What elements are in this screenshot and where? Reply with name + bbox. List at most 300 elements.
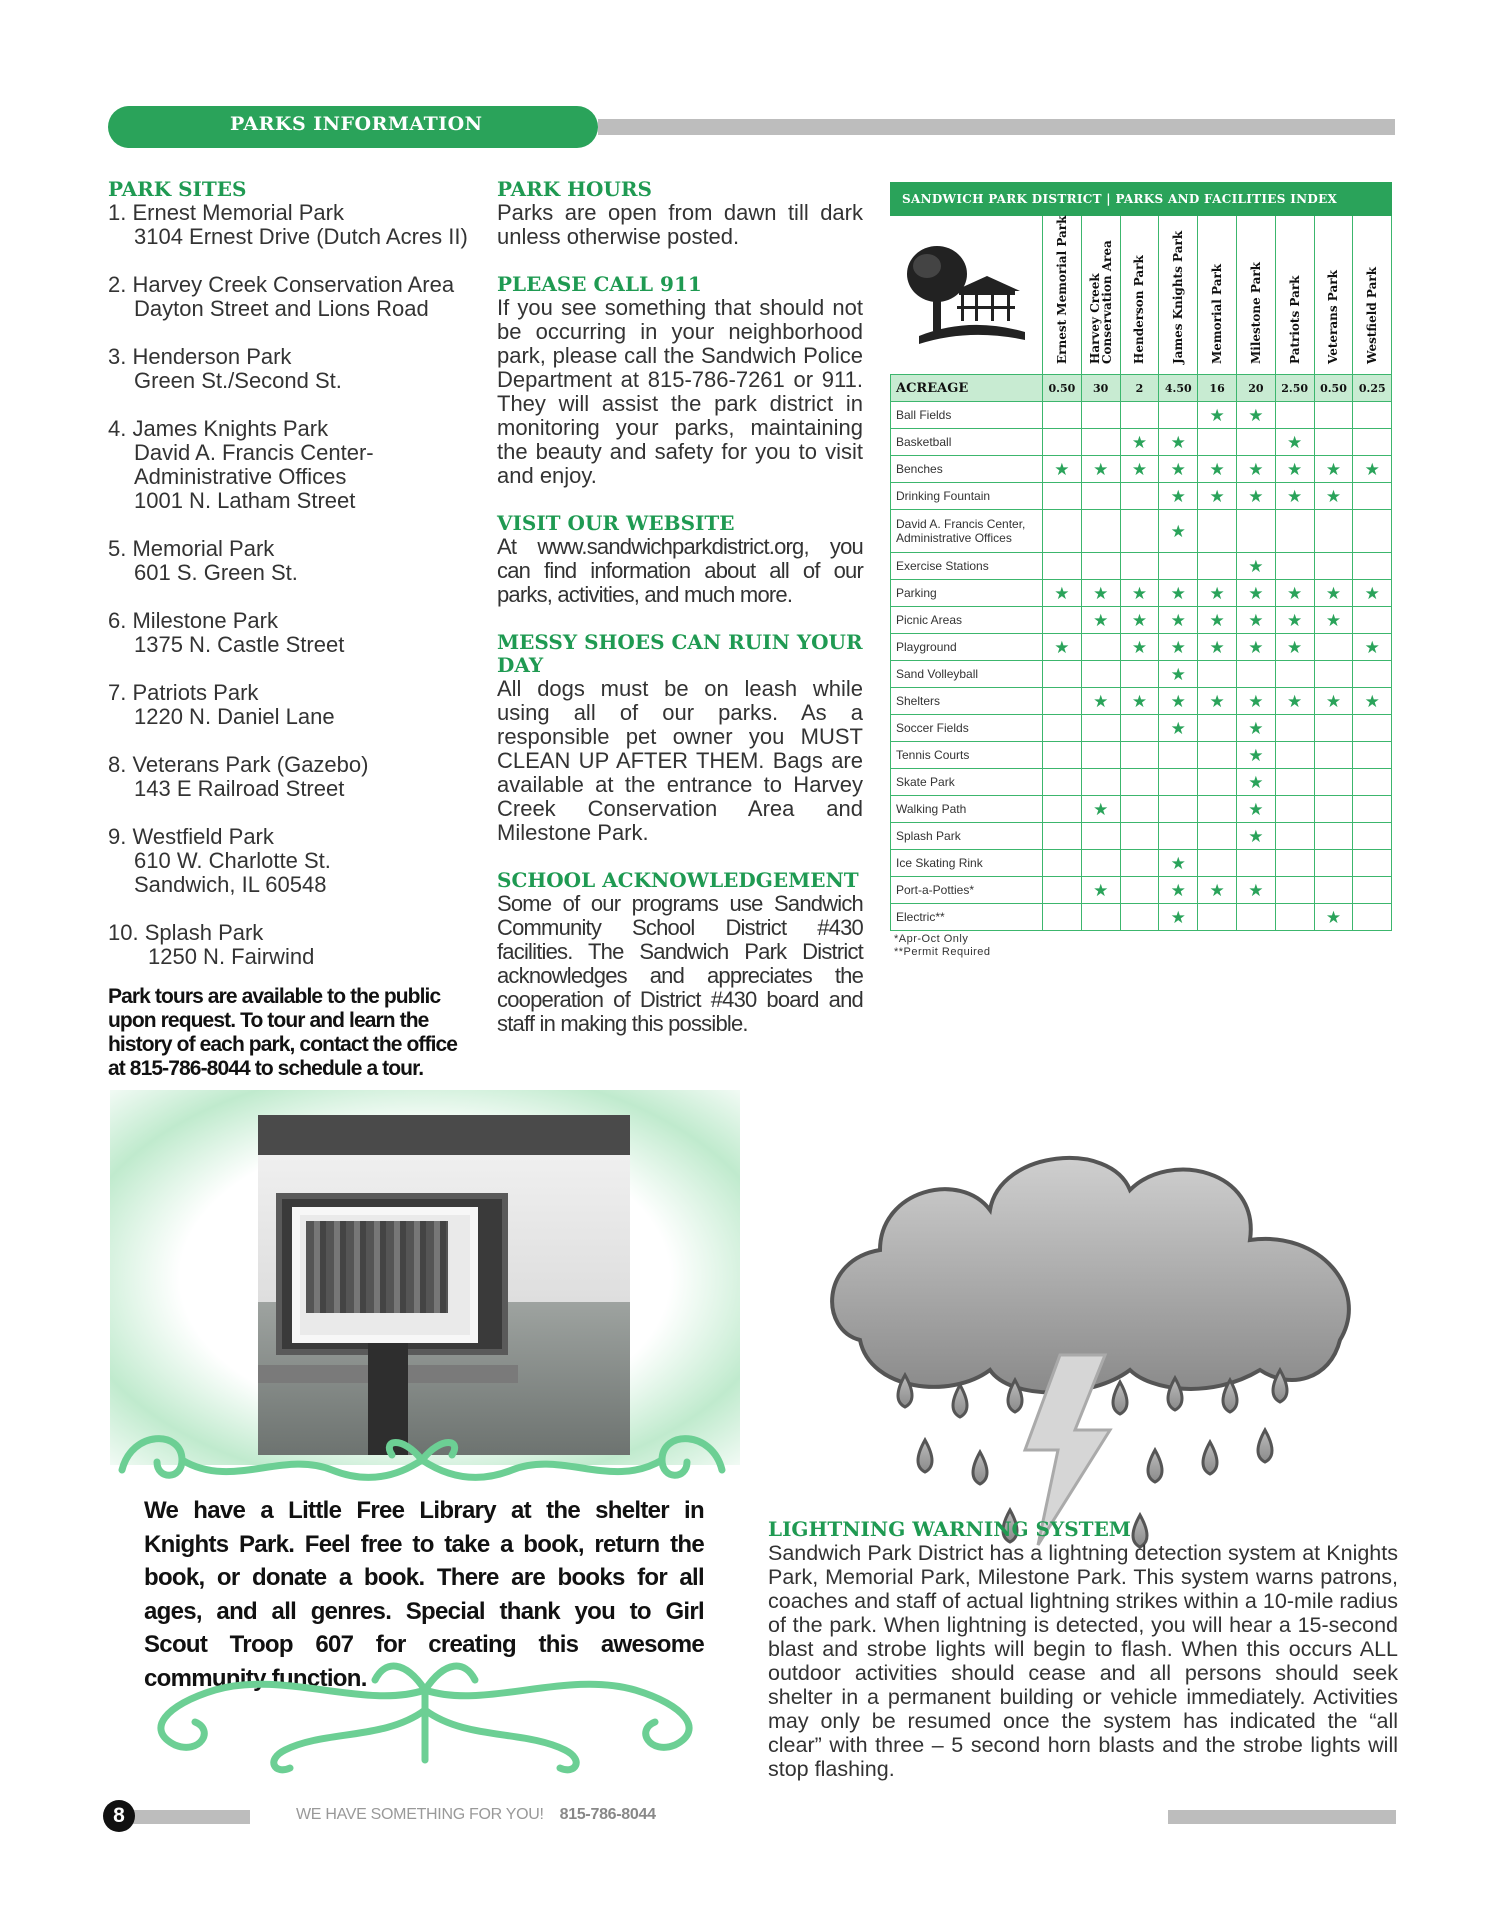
star-icon: ★ (1093, 583, 1109, 603)
star-icon: ★ (1325, 907, 1342, 927)
star-icon: ★ (1364, 637, 1380, 657)
star-icon: ★ (1209, 880, 1225, 900)
star-icon: ★ (1325, 459, 1342, 479)
facility-cell (1081, 850, 1120, 877)
acreage-value: 30 (1081, 375, 1120, 402)
facility-cell (1159, 634, 1198, 661)
park-column-label: Memorial Park (1210, 263, 1225, 364)
star-icon: ★ (1364, 583, 1380, 603)
acreage-value: 0.50 (1043, 375, 1082, 402)
star-icon: ★ (1054, 637, 1070, 657)
facility-cell (1275, 634, 1314, 661)
facility-cell (1314, 850, 1353, 877)
footer-tagline-text: WE HAVE SOMETHING FOR YOU! (296, 1806, 544, 1823)
facility-cell (1120, 769, 1159, 796)
star-icon: ★ (1054, 459, 1070, 479)
facility-cell (1159, 402, 1198, 429)
facility-label: Shelters (891, 688, 1043, 715)
facility-cell (1120, 850, 1159, 877)
facility-row (891, 510, 1392, 553)
facility-row (891, 634, 1392, 661)
park-site-item (108, 201, 478, 249)
facility-cell (1159, 661, 1198, 688)
logo-cell (891, 216, 1043, 375)
website-heading: VISIT OUR WEBSITE (497, 511, 735, 535)
acreage-label: ACREAGE (891, 375, 1043, 402)
facility-cell (1353, 553, 1392, 580)
facility-label: Soccer Fields (891, 715, 1043, 742)
facility-cell (1120, 877, 1159, 904)
star-icon: ★ (1131, 610, 1148, 630)
star-icon: ★ (1170, 880, 1186, 900)
star-icon: ★ (1170, 610, 1186, 630)
facility-cell (1353, 850, 1392, 877)
facility-cell (1159, 607, 1198, 634)
star-icon: ★ (1170, 907, 1186, 927)
park-site-address: Green St./Second St. (134, 368, 342, 393)
facility-cell (1275, 402, 1314, 429)
footer-phone: 815-786-8044 (559, 1806, 656, 1823)
facility-cell (1198, 634, 1237, 661)
facility-label: David A. Francis Center, Administrative Offices (891, 510, 1043, 553)
facility-cell (1236, 877, 1275, 904)
facility-row (891, 688, 1392, 715)
star-icon: ★ (1287, 610, 1303, 630)
facility-label: Playground (891, 634, 1043, 661)
park-site-item (108, 753, 478, 801)
facility-row (891, 607, 1392, 634)
acreage-value: 2 (1120, 375, 1159, 402)
facility-cell (1275, 715, 1314, 742)
park-column-label: Milestone Park (1248, 262, 1263, 364)
acreage-value: 2.50 (1275, 375, 1314, 402)
facility-label: Tennis Courts (891, 742, 1043, 769)
park-site-address: Sandwich, IL 60548 (134, 872, 327, 897)
facility-cell (1275, 580, 1314, 607)
facility-row (891, 904, 1392, 931)
star-icon: ★ (1209, 691, 1225, 711)
facility-cell (1314, 580, 1353, 607)
facility-cell (1314, 877, 1353, 904)
star-icon: ★ (1170, 486, 1186, 506)
star-icon: ★ (1131, 637, 1148, 657)
park-site-item (108, 825, 478, 897)
info-column (497, 178, 863, 1060)
facility-cell (1353, 580, 1392, 607)
star-icon: ★ (1131, 583, 1148, 603)
facility-cell (1159, 456, 1198, 483)
park-site-item (108, 609, 478, 657)
park-sites-column (108, 178, 478, 1081)
star-icon: ★ (1248, 486, 1264, 506)
star-icon: ★ (1287, 637, 1303, 657)
facility-cell (1236, 850, 1275, 877)
park-site-item (108, 417, 478, 513)
star-icon: ★ (1170, 664, 1186, 684)
park-site-item (108, 537, 478, 585)
facility-cell (1043, 510, 1082, 553)
facility-cell (1236, 402, 1275, 429)
facility-cell (1236, 688, 1275, 715)
facility-cell (1043, 877, 1082, 904)
gazebo-tree-icon (899, 236, 1029, 356)
facility-cell (1314, 688, 1353, 715)
facility-cell (1275, 607, 1314, 634)
facility-cell (1198, 715, 1237, 742)
star-icon: ★ (1248, 880, 1264, 900)
park-site-address: 1220 N. Daniel Lane (134, 704, 335, 729)
facility-cell (1043, 850, 1082, 877)
facility-cell (1120, 607, 1159, 634)
facility-cell (1198, 796, 1237, 823)
star-icon: ★ (1248, 718, 1264, 738)
footer-rule-right (1168, 1810, 1396, 1824)
star-icon: ★ (1209, 486, 1225, 506)
facility-cell (1159, 715, 1198, 742)
star-icon: ★ (1248, 799, 1264, 819)
facility-cell (1314, 769, 1353, 796)
facility-cell (1081, 823, 1120, 850)
facilities-title: SANDWICH PARK DISTRICT | PARKS AND FACILITIES INDEX (890, 182, 1392, 216)
facility-cell (1043, 688, 1082, 715)
facility-cell (1198, 483, 1237, 510)
facility-cell (1159, 429, 1198, 456)
star-icon: ★ (1325, 583, 1342, 603)
facility-cell (1120, 510, 1159, 553)
facility-cell (1159, 823, 1198, 850)
star-icon: ★ (1248, 772, 1264, 792)
facility-cell (1120, 715, 1159, 742)
facility-cell (1081, 634, 1120, 661)
facilities-header-row (891, 216, 1392, 375)
facility-cell (1120, 661, 1159, 688)
facility-cell (1236, 823, 1275, 850)
facility-label: Picnic Areas (891, 607, 1043, 634)
park-column-header (1198, 216, 1237, 375)
star-icon: ★ (1287, 583, 1303, 603)
park-column-label: Harvey Creek Conservation Area (1087, 240, 1114, 364)
park-sites-heading: PARK SITES (108, 177, 247, 201)
facility-cell (1236, 715, 1275, 742)
facility-cell (1120, 688, 1159, 715)
park-site-name: 4. James Knights Park (108, 416, 329, 441)
storm-cloud-lightning-icon (810, 1130, 1380, 1560)
facility-cell (1081, 715, 1120, 742)
facility-label: Walking Path (891, 796, 1043, 823)
facility-cell (1314, 715, 1353, 742)
facility-row (891, 483, 1392, 510)
facility-cell (1043, 715, 1082, 742)
park-site-address: 143 E Railroad Street (134, 776, 345, 801)
facility-cell (1275, 553, 1314, 580)
facilities-body (891, 375, 1392, 931)
park-site-address: Administrative Offices (134, 464, 347, 489)
facility-cell (1198, 823, 1237, 850)
facility-cell (1081, 580, 1120, 607)
facility-cell (1120, 823, 1159, 850)
facility-cell (1236, 796, 1275, 823)
facility-cell (1159, 510, 1198, 553)
facility-cell (1198, 877, 1237, 904)
messy-shoes-section (497, 631, 863, 845)
table-notes (890, 933, 1392, 959)
call-911-heading: PLEASE CALL 911 (497, 272, 702, 296)
park-site-address: 1250 N. Fairwind (148, 944, 315, 969)
facility-cell (1236, 456, 1275, 483)
facility-cell (1236, 510, 1275, 553)
park-column-header (1081, 216, 1120, 375)
facility-cell (1236, 769, 1275, 796)
park-site-name: 7. Patriots Park (108, 680, 259, 705)
facility-cell (1275, 904, 1314, 931)
park-site-name: 5. Memorial Park (108, 536, 275, 561)
facility-cell (1314, 904, 1353, 931)
park-site-item (108, 681, 478, 729)
facility-cell (1043, 742, 1082, 769)
facility-cell (1081, 553, 1120, 580)
facility-row (891, 877, 1392, 904)
park-tours-note: Park tours are available to the public upon request. To tour and learn the history of each park, contact the office at 815-786-8044 to schedule a tour. (108, 985, 458, 1080)
facility-cell (1275, 823, 1314, 850)
star-icon: ★ (1248, 459, 1264, 479)
facility-cell (1198, 456, 1237, 483)
facility-cell (1314, 661, 1353, 688)
facility-cell (1120, 553, 1159, 580)
park-site-item (108, 345, 478, 393)
facility-cell (1081, 456, 1120, 483)
facilities-index (890, 182, 1392, 959)
facility-cell (1353, 877, 1392, 904)
facility-cell (1353, 429, 1392, 456)
facilities-table (890, 216, 1392, 931)
park-site-item (108, 273, 478, 321)
facility-cell (1159, 796, 1198, 823)
facility-cell (1236, 742, 1275, 769)
facility-cell (1236, 429, 1275, 456)
park-site-address: 601 S. Green St. (134, 560, 298, 585)
lightning-text: Sandwich Park District has a lightning detection system at Knights Park, Memorial Park, Milestone Park. This system warns patrons, coaches and staff of actual lightning strikes within a 10-mile radius of the park. When lightning is detected, you will hear a 15-second blast and strobe lights will begin to flash. When this occurs ALL outdoor activities should cease and all persons should seek shelter in a permanent building or vehicle immediately. Activities may only be resumed once the system has indicated the “all clear” with three – 5 second horn blasts and the strobe lights will stop flashing. (768, 1541, 1398, 1781)
facility-cell (1198, 769, 1237, 796)
acreage-value: 0.25 (1353, 375, 1392, 402)
park-column-label: Veterans Park (1326, 270, 1341, 364)
facility-cell (1081, 904, 1120, 931)
facility-cell (1314, 483, 1353, 510)
facility-cell (1314, 823, 1353, 850)
park-site-address: David A. Francis Center- (134, 440, 374, 465)
facility-cell (1353, 688, 1392, 715)
facility-label: Benches (891, 456, 1043, 483)
facility-row (891, 553, 1392, 580)
facility-cell (1275, 510, 1314, 553)
facility-cell (1353, 483, 1392, 510)
facility-cell (1081, 661, 1120, 688)
star-icon: ★ (1170, 459, 1186, 479)
facility-cell (1236, 483, 1275, 510)
facility-label: Parking (891, 580, 1043, 607)
star-icon: ★ (1325, 691, 1342, 711)
park-site-name: 2. Harvey Creek Conservation Area (108, 272, 455, 297)
facility-cell (1120, 742, 1159, 769)
facility-cell (1159, 553, 1198, 580)
facility-cell (1043, 634, 1082, 661)
facility-cell (1120, 456, 1159, 483)
park-column-header (1353, 216, 1392, 375)
facility-cell (1314, 510, 1353, 553)
star-icon: ★ (1209, 610, 1225, 630)
facility-row (891, 823, 1392, 850)
facility-cell (1275, 850, 1314, 877)
facility-cell (1275, 742, 1314, 769)
facility-row (891, 769, 1392, 796)
facility-cell (1120, 634, 1159, 661)
facility-cell (1043, 607, 1082, 634)
call-911-section (497, 273, 863, 488)
facility-cell (1120, 904, 1159, 931)
park-column-header (1043, 216, 1082, 375)
park-site-item (108, 921, 478, 969)
park-site-name: 1. Ernest Memorial Park (108, 200, 344, 225)
park-column-label: Ernest Memorial Park (1054, 215, 1069, 364)
acreage-value: 16 (1198, 375, 1237, 402)
school-section (497, 869, 863, 1036)
star-icon: ★ (1364, 691, 1380, 711)
header-rule (598, 119, 1395, 135)
facility-cell (1314, 553, 1353, 580)
star-icon: ★ (1131, 459, 1148, 479)
acreage-value: 20 (1236, 375, 1275, 402)
facility-row (891, 715, 1392, 742)
facility-cell (1081, 796, 1120, 823)
facility-cell (1198, 661, 1237, 688)
note-seasonal: *Apr-Oct Only (894, 933, 969, 945)
facility-cell (1353, 402, 1392, 429)
star-icon: ★ (1170, 583, 1186, 603)
facility-cell (1043, 553, 1082, 580)
facility-cell (1159, 850, 1198, 877)
facility-cell (1081, 483, 1120, 510)
facility-cell (1081, 429, 1120, 456)
facility-cell (1353, 796, 1392, 823)
park-site-name: 9. Westfield Park (108, 824, 274, 849)
facility-cell (1043, 402, 1082, 429)
facility-cell (1120, 483, 1159, 510)
facility-cell (1159, 580, 1198, 607)
facility-cell (1043, 456, 1082, 483)
facility-cell (1236, 580, 1275, 607)
facility-cell (1043, 904, 1082, 931)
park-site-address: 1001 N. Latham Street (134, 488, 356, 513)
star-icon: ★ (1248, 826, 1264, 846)
star-icon: ★ (1131, 691, 1148, 711)
facility-cell (1353, 904, 1392, 931)
park-column-header (1159, 216, 1198, 375)
facility-cell (1275, 796, 1314, 823)
website-text: At www.sandwichparkdistrict.org, you can find information about all of our parks, activities, and much more. (497, 534, 863, 607)
facility-cell (1353, 607, 1392, 634)
star-icon: ★ (1093, 691, 1109, 711)
park-column-header (1314, 216, 1353, 375)
star-icon: ★ (1287, 459, 1303, 479)
acreage-value: 0.50 (1314, 375, 1353, 402)
facility-cell (1043, 769, 1082, 796)
star-icon: ★ (1170, 853, 1186, 873)
star-icon: ★ (1209, 405, 1225, 425)
school-text: Some of our programs use Sandwich Community School District #430 facilities. The Sandwich Park District acknowledges and appreciates the cooperation of District #430 board and staff in making this possible. (497, 891, 863, 1036)
star-icon: ★ (1287, 432, 1303, 452)
park-column-header (1120, 216, 1159, 375)
facility-cell (1159, 688, 1198, 715)
star-icon: ★ (1248, 610, 1264, 630)
facility-cell (1236, 553, 1275, 580)
facility-cell (1353, 510, 1392, 553)
park-hours-text: Parks are open from dawn till dark unless otherwise posted. (497, 200, 863, 249)
facility-cell (1275, 456, 1314, 483)
park-column-label: James Knights Park (1171, 230, 1186, 364)
star-icon: ★ (1248, 556, 1264, 576)
star-icon: ★ (1248, 745, 1264, 765)
park-site-address: 610 W. Charlotte St. (134, 848, 331, 873)
park-hours-section (497, 178, 863, 249)
website-section (497, 512, 863, 607)
facility-cell (1159, 904, 1198, 931)
facility-row (891, 742, 1392, 769)
facility-cell (1159, 769, 1198, 796)
star-icon: ★ (1325, 486, 1342, 506)
facility-cell (1198, 850, 1237, 877)
facility-row (891, 580, 1392, 607)
facility-label: Electric** (891, 904, 1043, 931)
footer-tagline (296, 1806, 656, 1824)
park-site-address: 1375 N. Castle Street (134, 632, 345, 657)
facility-cell (1314, 742, 1353, 769)
facility-cell (1275, 429, 1314, 456)
park-sites-list (108, 201, 478, 969)
facility-label: Ice Skating Rink (891, 850, 1043, 877)
facility-cell (1198, 742, 1237, 769)
park-column-label: Henderson Park (1132, 255, 1147, 364)
library-caption: We have a Little Free Library at the shelter in Knights Park. Feel free to take a book, return the book, or donate a book. There are books for all ages, and all genres. Special thank you to Girl Scout Troop 607 for creating this awesome community function. (144, 1497, 704, 1692)
facility-cell (1236, 634, 1275, 661)
facility-cell (1314, 456, 1353, 483)
facility-cell (1043, 429, 1082, 456)
decorative-swirl-top-icon (112, 1400, 732, 1495)
facility-cell (1198, 688, 1237, 715)
star-icon: ★ (1170, 637, 1186, 657)
facility-cell (1353, 742, 1392, 769)
star-icon: ★ (1170, 718, 1186, 738)
park-site-name: 6. Milestone Park (108, 608, 278, 633)
star-icon: ★ (1287, 691, 1303, 711)
star-icon: ★ (1054, 583, 1070, 603)
facility-label: Port-a-Potties* (891, 877, 1043, 904)
facility-cell (1353, 661, 1392, 688)
facility-cell (1198, 607, 1237, 634)
facility-cell (1081, 402, 1120, 429)
facility-cell (1198, 510, 1237, 553)
facility-cell (1353, 715, 1392, 742)
facility-cell (1159, 742, 1198, 769)
facility-cell (1353, 634, 1392, 661)
park-site-name: 3. Henderson Park (108, 344, 292, 369)
facility-cell (1314, 402, 1353, 429)
facility-cell (1314, 429, 1353, 456)
facility-label: Sand Volleyball (891, 661, 1043, 688)
star-icon: ★ (1170, 521, 1186, 541)
acreage-row (891, 375, 1392, 402)
facility-cell (1043, 483, 1082, 510)
note-permit: **Permit Required (894, 946, 991, 958)
facility-cell (1314, 796, 1353, 823)
